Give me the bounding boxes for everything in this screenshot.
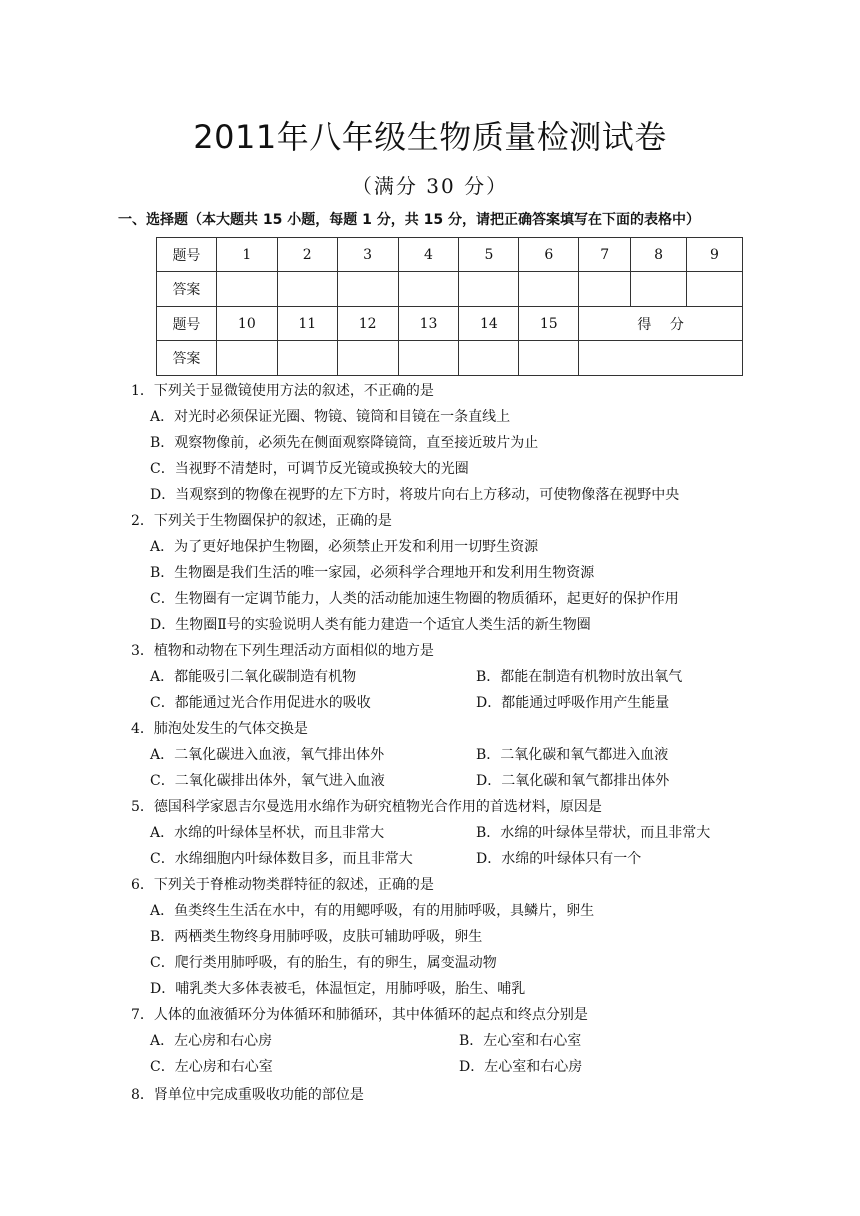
score-label: 得 分: [579, 307, 743, 341]
question-number: 14: [459, 307, 519, 341]
table-row: [157, 272, 743, 307]
row-label: 答案: [157, 272, 217, 307]
option-a: A．对光时必须保证光圈、物镜、镜筒和目镜在一条直线上: [150, 409, 511, 425]
answer-cell[interactable]: [519, 341, 579, 376]
answer-cell[interactable]: [579, 272, 631, 307]
row-label: 题号: [157, 238, 217, 272]
question-stem: 3．植物和动物在下列生理活动方面相似的地方是: [131, 643, 434, 659]
option-a: A．水绵的叶绿体呈杯状，而且非常大: [150, 825, 385, 841]
option-d: D．生物圈Ⅱ号的实验说明人类有能力建造一个适宜人类生活的新生物圈: [150, 617, 591, 633]
table-row: [157, 238, 743, 272]
answer-cell[interactable]: [459, 272, 519, 307]
option-b: B．生物圈是我们生活的唯一家园，必须科学合理地开和发利用生物资源: [150, 565, 595, 581]
answer-cell[interactable]: [398, 272, 459, 307]
question-number: 10: [216, 307, 277, 341]
option-b: B．观察物像前，必须先在侧面观察降镜筒，直至接近玻片为止: [150, 435, 539, 451]
question-number: 6: [519, 238, 579, 272]
option-b: B．两栖类生物终身用肺呼吸，皮肤可辅助呼吸，卵生: [150, 929, 483, 945]
question-number: 7: [579, 238, 631, 272]
answer-cell[interactable]: [277, 341, 337, 376]
option-c: C．都能通过光合作用促进水的吸收: [150, 695, 371, 711]
section-heading: 一、选择题（本大题共 15 小题，每题 1 分，共 15 分，请把正确答案填写在下面的表格中）: [118, 212, 700, 228]
option-c: C．生物圈有一定调节能力，人类的活动能加速生物圈的物质循环，起更好的保护作用: [150, 591, 679, 607]
question-stem: 8．肾单位中完成重吸收功能的部位是: [131, 1087, 364, 1103]
table-row: [157, 341, 743, 376]
question-number: 12: [337, 307, 398, 341]
answer-cell[interactable]: [216, 272, 277, 307]
answer-cell[interactable]: [216, 341, 277, 376]
option-a: A．鱼类终生生活在水中，有的用鳃呼吸，有的用肺呼吸，具鳞片，卵生: [150, 903, 595, 919]
answer-cell[interactable]: [459, 341, 519, 376]
answer-cell[interactable]: [631, 272, 687, 307]
question-number: 2: [277, 238, 337, 272]
answer-cell[interactable]: [398, 341, 459, 376]
row-label: 题号: [157, 307, 217, 341]
question-number: 13: [398, 307, 459, 341]
option-d: D．水绵的叶绿体只有一个: [476, 851, 642, 867]
option-c: C．左心房和右心室: [150, 1059, 273, 1075]
question-number: 11: [277, 307, 337, 341]
question-stem: 6．下列关于脊椎动物类群特征的叙述，正确的是: [131, 877, 434, 893]
score-cell[interactable]: [579, 341, 743, 376]
option-d: D．哺乳类大多体表被毛，体温恒定，用肺呼吸，胎生、哺乳: [150, 981, 526, 997]
option-c: C．爬行类用肺呼吸，有的胎生，有的卵生，属变温动物: [150, 955, 497, 971]
answer-cell[interactable]: [519, 272, 579, 307]
question-number: 5: [459, 238, 519, 272]
option-c: C．二氧化碳排出体外，氧气进入血液: [150, 773, 385, 789]
option-b: B．水绵的叶绿体呈带状，而且非常大: [476, 825, 711, 841]
answer-cell[interactable]: [337, 341, 398, 376]
table-row: [157, 307, 743, 341]
answer-table: [156, 237, 743, 376]
option-a: A．都能吸引二氧化碳制造有机物: [150, 669, 357, 685]
option-b: B．左心室和右心室: [459, 1033, 582, 1049]
page-title: 2011年八年级生物质量检测试卷: [193, 118, 667, 156]
question-stem: 5．德国科学家恩吉尔曼选用水绵作为研究植物光合作用的首选材料，原因是: [131, 799, 602, 815]
option-a: A．左心房和右心房: [150, 1033, 273, 1049]
option-a: A．二氧化碳进入血液，氧气排出体外: [150, 747, 385, 763]
question-stem: 4．肺泡处发生的气体交换是: [131, 721, 308, 737]
option-d: D．左心室和右心房: [459, 1059, 583, 1075]
question-stem: 2．下列关于生物圈保护的叙述，正确的是: [131, 513, 392, 529]
option-b: B．都能在制造有机物时放出氧气: [476, 669, 683, 685]
question-number: 1: [216, 238, 277, 272]
option-d: D．当观察到的物像在视野的左下方时，将玻片向右上方移动，可使物像落在视野中央: [150, 487, 680, 503]
option-c: C．水绵细胞内叶绿体数目多，而且非常大: [150, 851, 413, 867]
question-number: 15: [519, 307, 579, 341]
question-number: 9: [687, 238, 743, 272]
option-d: D．都能通过呼吸作用产生能量: [476, 695, 670, 711]
answer-cell[interactable]: [337, 272, 398, 307]
answer-cell[interactable]: [687, 272, 743, 307]
row-label: 答案: [157, 341, 217, 376]
option-d: D．二氧化碳和氧气都排出体外: [476, 773, 670, 789]
answer-cell[interactable]: [277, 272, 337, 307]
question-stem: 7．人体的血液循环分为体循环和肺循环，其中体循环的起点和终点分别是: [131, 1007, 588, 1023]
question-number: 4: [398, 238, 459, 272]
page-subtitle: （满分 30 分）: [351, 174, 509, 198]
option-c: C．当视野不清楚时，可调节反光镜或换较大的光圈: [150, 461, 469, 477]
option-a: A．为了更好地保护生物圈，必须禁止开发和利用一切野生资源: [150, 539, 539, 555]
question-number: 8: [631, 238, 687, 272]
question-stem: 1．下列关于显微镜使用方法的叙述，不正确的是: [131, 383, 434, 399]
question-number: 3: [337, 238, 398, 272]
option-b: B．二氧化碳和氧气都进入血液: [476, 747, 669, 763]
